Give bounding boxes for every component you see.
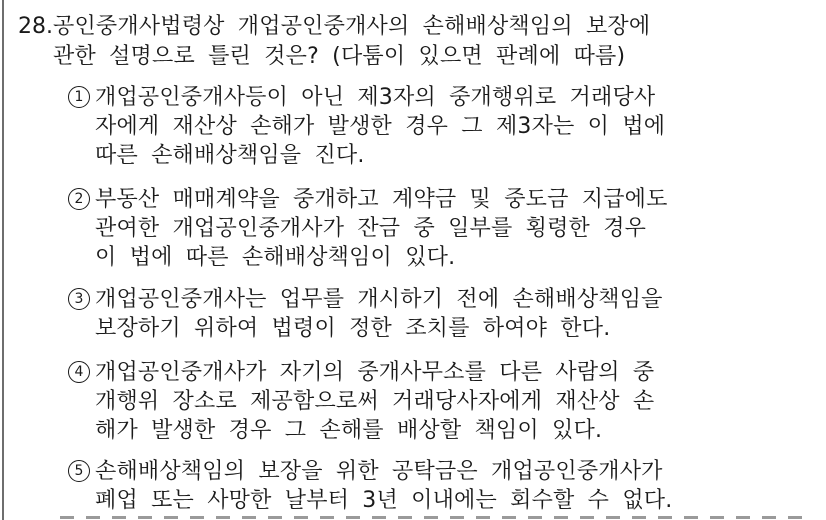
option-5-digit: 5	[74, 463, 84, 479]
question-text-line: 관한 설명으로 틀린 것은? (다툼이 있으면 판례에 따름)	[53, 44, 626, 69]
option-1	[68, 83, 665, 170]
option-2-text-line: 이 법에 따른 손해배상책임이 있다.	[95, 245, 456, 270]
question-text	[53, 12, 650, 72]
question-block	[18, 12, 650, 72]
option-4-text-line: 해가 발생한 경우 그 손해를 배상할 책임이 있다.	[95, 418, 603, 443]
option-1-text	[95, 83, 665, 170]
option-2-digit: 2	[74, 191, 84, 207]
option-4	[68, 358, 654, 445]
option-4-circled-number	[68, 361, 90, 383]
option-2-text-line: 부동산 매매계약을 중개하고 계약금 및 중도금 지급에도	[95, 187, 668, 212]
question-number: 28.	[18, 14, 53, 39]
option-5	[68, 457, 672, 515]
option-5-circled-number	[68, 460, 90, 482]
option-5-text	[95, 457, 672, 515]
option-4-text-line: 개업공인중개사가 자기의 중개사무소를 다른 사람의 중	[95, 360, 655, 385]
clipped-next-line-glyph-tops	[60, 516, 810, 519]
option-4-digit: 4	[74, 364, 84, 380]
option-1-text-line: 따른 손해배상책임을 진다.	[95, 143, 365, 168]
option-3-text	[95, 285, 663, 343]
option-2-circled-number	[68, 188, 90, 210]
option-2-text	[95, 185, 668, 272]
option-2-text-line: 관여한 개업공인중개사가 잔금 중 일부를 횡령한 경우	[95, 216, 647, 241]
option-3-circled-number	[68, 288, 90, 310]
option-1-circled-number	[68, 86, 90, 108]
option-3	[68, 285, 663, 343]
option-3-text-line: 보장하기 위하여 법령이 정한 조치를 하여야 한다.	[95, 316, 611, 341]
option-3-text-line: 개업공인중개사는 업무를 개시하기 전에 손해배상책임을	[95, 287, 663, 312]
option-1-text-line: 개업공인중개사등이 아닌 제3자의 중개행위로 거래당사	[95, 85, 656, 110]
option-1-text-line: 자에게 재산상 손해가 발생한 경우 그 제3자는 이 법에	[95, 114, 666, 139]
option-4-text-line: 개행위 장소로 제공함으로써 거래당사자에게 재산상 손	[95, 389, 655, 414]
option-5-text-line: 손해배상책임의 보장을 위한 공탁금은 개업공인중개사가	[95, 459, 663, 484]
option-2	[68, 185, 668, 272]
option-3-digit: 3	[74, 291, 84, 307]
question-text-line: 공인중개사법령상 개업공인중개사의 손해배상책임의 보장에	[53, 14, 651, 39]
page-left-rule	[2, 0, 4, 520]
option-1-digit: 1	[74, 89, 84, 105]
option-5-text-line: 폐업 또는 사망한 날부터 3년 이내에는 회수할 수 없다.	[95, 488, 673, 513]
option-4-text	[95, 358, 654, 445]
